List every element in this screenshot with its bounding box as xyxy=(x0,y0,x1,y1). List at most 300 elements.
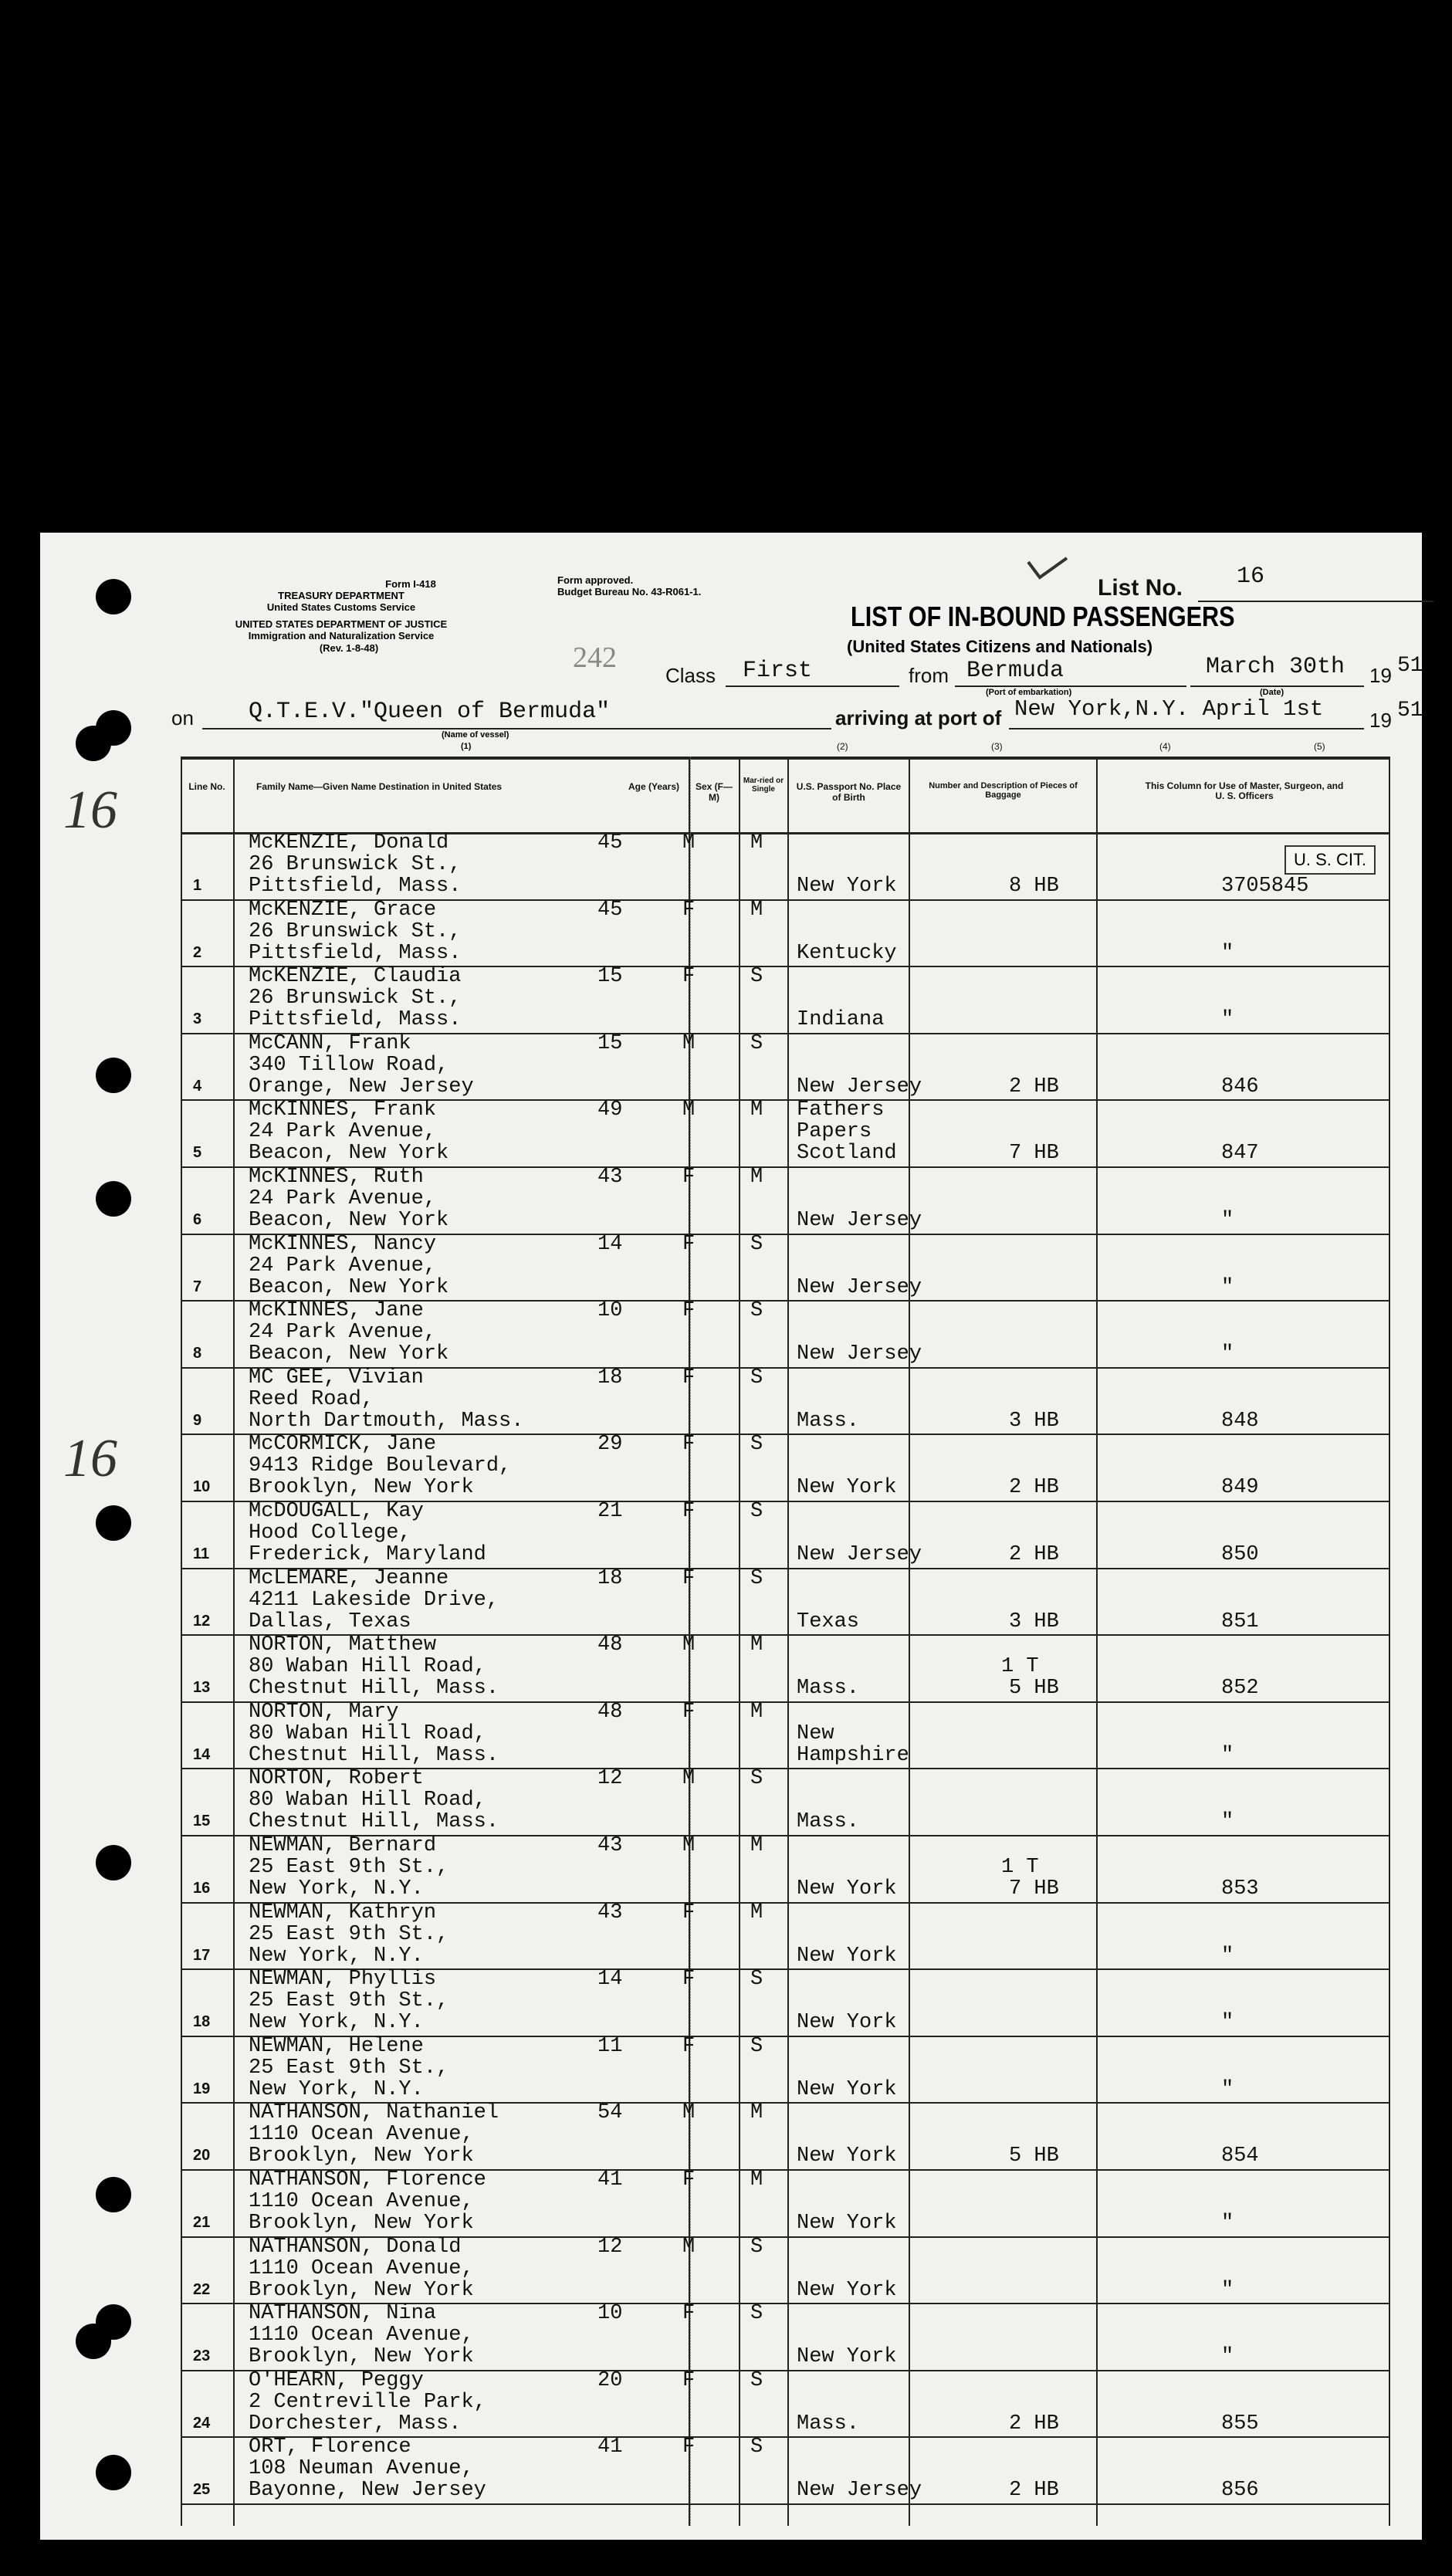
passenger-name: NEWMAN, Kathryn xyxy=(249,1901,437,1924)
marital-status: S xyxy=(750,965,763,989)
passenger-name: McKINNES, Nancy xyxy=(249,1232,437,1256)
sex-value: M xyxy=(682,2101,696,2125)
birthplace: New Jersey xyxy=(797,1209,922,1232)
marital-status: M xyxy=(750,1834,763,1857)
address-line-1: 9413 Ridge Boulevard, xyxy=(249,1454,512,1478)
age-value: 48 xyxy=(597,1700,623,1724)
baggage-line-1: 1 T xyxy=(1001,1856,1039,1879)
sex-value: F xyxy=(682,1433,696,1457)
table-row xyxy=(40,2036,1422,2102)
officer-note: 852 xyxy=(1221,1677,1259,1701)
passenger-name: NEWMAN, Phyllis xyxy=(249,1968,437,1992)
birthplace: New York xyxy=(797,1877,897,1901)
line-number: 3 xyxy=(193,1010,202,1028)
baggage: 5 HB xyxy=(1009,1677,1059,1701)
sex-value: M xyxy=(682,1633,696,1657)
line-number: 17 xyxy=(193,1946,211,1964)
age-value: 11 xyxy=(597,2034,623,2058)
age-value: 12 xyxy=(597,1767,623,1791)
birthplace: Kentucky xyxy=(797,941,897,965)
table-row xyxy=(40,1701,1422,1768)
passenger-name: McDOUGALL, Kay xyxy=(249,1500,424,1523)
table-row xyxy=(40,2236,1422,2303)
birthplace: Mass. xyxy=(797,2412,860,2436)
age-value: 45 xyxy=(597,831,623,855)
stamp-number: 242 xyxy=(573,641,617,674)
col-officers: This Column for Use of Master, Surgeon, and U. S. Officers xyxy=(1145,780,1344,801)
age-value: 20 xyxy=(597,2368,623,2392)
passenger-name: McKENZIE, Grace xyxy=(249,898,437,922)
colnum-5: (5) xyxy=(1314,741,1325,752)
punch-hole xyxy=(76,726,111,761)
officer-note: 850 xyxy=(1221,1543,1259,1566)
marital-status: S xyxy=(750,2368,763,2392)
margin-note: 16 xyxy=(63,1429,117,1488)
sex-value: M xyxy=(682,2235,696,2259)
birthplace: New Jersey xyxy=(797,1075,922,1098)
marital-status: S xyxy=(750,2034,763,2058)
birthplace: New Jersey xyxy=(797,2479,922,2503)
marital-status: S xyxy=(750,1232,763,1256)
address-line-2: Pittsfield, Mass. xyxy=(249,875,462,898)
baggage: 2 HB xyxy=(1009,1476,1059,1500)
line-number: 9 xyxy=(193,1411,202,1429)
age-value: 14 xyxy=(597,1232,623,1256)
year-prefix: 19 xyxy=(1369,664,1392,687)
officer-note: 3705845 xyxy=(1221,875,1309,898)
table-row xyxy=(40,1902,1422,1968)
address-line-1: 24 Park Avenue, xyxy=(249,1187,437,1210)
officer-note: " xyxy=(1221,2011,1234,2035)
birthplace-line-1: Fathers xyxy=(797,1098,885,1122)
address-line-1: 4211 Lakeside Drive, xyxy=(249,1588,499,1612)
age-value: 15 xyxy=(597,965,623,989)
passenger-name: McCORMICK, Jane xyxy=(249,1433,437,1457)
form-title: LIST OF IN-BOUND PASSENGERS xyxy=(851,601,1235,632)
baggage: 2 HB xyxy=(1009,1075,1059,1098)
table-row xyxy=(40,899,1422,966)
birthplace: New York xyxy=(797,2278,897,2302)
line-number: 7 xyxy=(193,1278,202,1295)
baggage: 7 HB xyxy=(1009,1877,1059,1901)
address-line-2: New York, N.Y. xyxy=(249,1877,424,1901)
line-number: 20 xyxy=(193,2147,211,2165)
margin-note: 16 xyxy=(63,780,117,840)
agency-justice: UNITED STATES DEPARTMENT OF JUSTICE xyxy=(235,618,448,630)
marital-status: M xyxy=(750,831,763,855)
table-row xyxy=(40,2169,1422,2236)
table-row xyxy=(40,1768,1422,1834)
officer-note: 851 xyxy=(1221,1610,1259,1633)
age-value: 43 xyxy=(597,1901,623,1924)
birthplace: Mass. xyxy=(797,1409,860,1433)
table-row xyxy=(40,1501,1422,1567)
address-line-1: 26 Brunswick St., xyxy=(249,919,462,943)
sex-value: F xyxy=(682,1901,696,1924)
sex-value: F xyxy=(682,2302,696,2326)
age-value: 10 xyxy=(597,2302,623,2326)
address-line-1: 25 East 9th St., xyxy=(249,1922,449,1946)
sex-value: F xyxy=(682,2368,696,2392)
table-row xyxy=(40,2436,1422,2503)
line-number: 15 xyxy=(193,1813,211,1830)
age-value: 18 xyxy=(597,1366,623,1390)
address-line-2: New York, N.Y. xyxy=(249,2077,424,2101)
address-line-1: 1110 Ocean Avenue, xyxy=(249,2123,474,2147)
address-line-1: 24 Park Avenue, xyxy=(249,1254,437,1278)
address-line-2: New York, N.Y. xyxy=(249,1944,424,1968)
marital-status: M xyxy=(750,2168,763,2192)
address-line-1: Hood College, xyxy=(249,1522,411,1545)
officer-note: 849 xyxy=(1221,1476,1259,1500)
sex-value: F xyxy=(682,2034,696,2058)
on-label: on xyxy=(171,706,194,729)
sex-value: M xyxy=(682,1031,696,1055)
address-line-2: North Dartmouth, Mass. xyxy=(249,1409,524,1433)
address-line-2: Chestnut Hill, Mass. xyxy=(249,1677,499,1701)
age-value: 12 xyxy=(597,2235,623,2259)
age-value: 21 xyxy=(597,1500,623,1523)
col-line-no: Line No. xyxy=(188,781,225,792)
age-value: 43 xyxy=(597,1166,623,1189)
line-number: 10 xyxy=(193,1478,211,1496)
officer-note: " xyxy=(1221,1743,1234,1767)
line-number: 18 xyxy=(193,2013,211,2031)
birthplace: Scotland xyxy=(797,1142,897,1166)
table-row xyxy=(40,1033,1422,1099)
age-value: 49 xyxy=(597,1098,623,1122)
address-line-1: 1110 Ocean Avenue, xyxy=(249,2256,474,2280)
marital-status: M xyxy=(750,1633,763,1657)
age-value: 43 xyxy=(597,1834,623,1857)
table-row xyxy=(40,2102,1422,2168)
officer-note: 854 xyxy=(1221,2144,1259,2168)
vessel-caption: (Name of vessel) xyxy=(442,730,509,740)
line-number: 2 xyxy=(193,943,202,961)
officer-note: " xyxy=(1221,1810,1234,1834)
sex-value: F xyxy=(682,1232,696,1256)
officer-note: " xyxy=(1221,2345,1234,2369)
sex-value: M xyxy=(682,1767,696,1791)
table-row xyxy=(40,1835,1422,1901)
passenger-name: MC GEE, Vivian xyxy=(249,1366,424,1390)
passenger-name: McKINNES, Frank xyxy=(249,1098,437,1122)
budget-bureau: Budget Bureau No. 43-R061-1. xyxy=(557,586,702,597)
arriving-label: arriving at port of xyxy=(835,706,1002,729)
address-line-1: 26 Brunswick St., xyxy=(249,987,462,1010)
marital-status: S xyxy=(750,1031,763,1055)
line-number: 23 xyxy=(193,2348,211,2365)
us-citizen-stamp: U. S. CIT. xyxy=(1284,845,1376,875)
birthplace-line-1: New xyxy=(797,1721,834,1745)
address-line-2: Brooklyn, New York xyxy=(249,2345,474,2369)
sex-value: F xyxy=(682,1366,696,1390)
table-row xyxy=(40,1234,1422,1300)
marital-status: M xyxy=(750,2101,763,2125)
line-number: 24 xyxy=(193,2414,211,2432)
marital-status: S xyxy=(750,1767,763,1791)
birthplace: New York xyxy=(797,1944,897,1968)
date-caption: (Date) xyxy=(1260,688,1284,697)
sex-value: F xyxy=(682,1566,696,1590)
document-page xyxy=(40,533,1422,2540)
line-number: 8 xyxy=(193,1345,202,1362)
line-number: 6 xyxy=(193,1211,202,1228)
address-line-1: Reed Road, xyxy=(249,1387,374,1411)
sex-value: M xyxy=(682,831,696,855)
sex-value: M xyxy=(682,1098,696,1122)
passenger-name: NORTON, Robert xyxy=(249,1767,424,1791)
birthplace: New Jersey xyxy=(797,1275,922,1299)
marital-status: S xyxy=(750,1299,763,1323)
passenger-name: NEWMAN, Helene xyxy=(249,2034,424,2058)
birthplace: Texas xyxy=(797,1610,860,1633)
baggage: 2 HB xyxy=(1009,2479,1059,2503)
birthplace: New Jersey xyxy=(797,1342,922,1366)
agency-treasury: TREASURY DEPARTMENT xyxy=(278,590,404,601)
address-line-1: 1110 Ocean Avenue, xyxy=(249,2190,474,2213)
sex-value: F xyxy=(682,2436,696,2459)
marital-status: M xyxy=(750,1700,763,1724)
passenger-name: NATHANSON, Nina xyxy=(249,2302,437,2326)
passenger-name: McKENZIE, Donald xyxy=(249,831,449,855)
marital-status: M xyxy=(750,898,763,922)
birthplace: New York xyxy=(797,2345,897,2369)
line-number: 16 xyxy=(193,1880,211,1897)
passenger-name: NATHANSON, Donald xyxy=(249,2235,462,2259)
marital-status: S xyxy=(750,2436,763,2459)
arrival-value: New York,N.Y. April 1st xyxy=(1014,696,1324,722)
baggage: 8 HB xyxy=(1009,875,1059,898)
age-value: 10 xyxy=(597,1299,623,1323)
sex-value: F xyxy=(682,2168,696,2192)
age-value: 29 xyxy=(597,1433,623,1457)
col-name: Family Name—Given Name Destination in United States xyxy=(256,781,503,792)
col-married: Mar-ried or Single xyxy=(743,777,784,794)
address-line-2: Pittsfield, Mass. xyxy=(249,1008,462,1032)
revision: (Rev. 1-8-48) xyxy=(319,642,379,654)
list-number: 16 xyxy=(1237,564,1265,590)
birthplace: New York xyxy=(797,2212,897,2235)
address-line-1: 1110 Ocean Avenue, xyxy=(249,2324,474,2348)
passenger-name: ORT, Florence xyxy=(249,2436,411,2459)
marital-status: S xyxy=(750,1500,763,1523)
passenger-name: NORTON, Mary xyxy=(249,1700,399,1724)
line-number: 22 xyxy=(193,2280,211,2298)
line-number: 1 xyxy=(193,877,202,894)
sex-value: F xyxy=(682,1299,696,1323)
passenger-name: McLEMARE, Jeanne xyxy=(249,1566,449,1590)
address-line-1: 2 Centreville Park, xyxy=(249,2390,486,2414)
officer-note: " xyxy=(1221,2278,1234,2302)
birthplace: Mass. xyxy=(797,1677,860,1701)
vessel-name: Q.T.E.V."Queen of Bermuda" xyxy=(249,699,611,725)
baggage: 3 HB xyxy=(1009,1610,1059,1633)
agency-immigration: Immigration and Naturalization Service xyxy=(248,630,435,641)
birthplace: New York xyxy=(797,2077,897,2101)
address-line-2: Orange, New Jersey xyxy=(249,1075,474,1098)
colnum-2: (2) xyxy=(837,741,848,752)
address-line-1: 25 East 9th St., xyxy=(249,1856,449,1879)
baggage: 3 HB xyxy=(1009,1409,1059,1433)
marital-status: S xyxy=(750,1968,763,1992)
officer-note: 856 xyxy=(1221,2479,1259,2503)
sex-value: F xyxy=(682,1166,696,1189)
officer-note: " xyxy=(1221,2077,1234,2101)
address-line-1: 24 Park Avenue, xyxy=(249,1120,437,1144)
table-row xyxy=(40,1634,1422,1701)
agency-customs: United States Customs Service xyxy=(266,601,416,613)
passenger-name: McKINNES, Ruth xyxy=(249,1166,424,1189)
table-row xyxy=(40,832,1422,899)
officer-note: 846 xyxy=(1221,1075,1259,1098)
form-subtitle: (United States Citizens and Nationals) xyxy=(847,637,1153,656)
birthplace: New York xyxy=(797,2144,897,2168)
age-value: 41 xyxy=(597,2168,623,2192)
address-line-2: Chestnut Hill, Mass. xyxy=(249,1810,499,1834)
address-line-1: 80 Waban Hill Road, xyxy=(249,1655,486,1679)
table-row xyxy=(40,1300,1422,1366)
baggage-line-1: 1 T xyxy=(1001,1655,1039,1679)
officer-note: 855 xyxy=(1221,2412,1259,2436)
age-value: 45 xyxy=(597,898,623,922)
marital-status: S xyxy=(750,1433,763,1457)
arrival-year-prefix: 19 xyxy=(1369,709,1392,732)
officer-note: 853 xyxy=(1221,1877,1259,1901)
marital-status: S xyxy=(750,1566,763,1590)
table-row xyxy=(40,2370,1422,2436)
address-line-2: Chestnut Hill, Mass. xyxy=(249,1743,499,1767)
table-row xyxy=(40,1367,1422,1434)
line-number: 14 xyxy=(193,1745,211,1763)
marital-status: M xyxy=(750,1901,763,1924)
line-number: 4 xyxy=(193,1077,202,1095)
colnum-4: (4) xyxy=(1159,741,1171,752)
birthplace: New York xyxy=(797,1476,897,1500)
address-line-1: 25 East 9th St., xyxy=(249,1989,449,2013)
address-line-2: Frederick, Maryland xyxy=(249,1543,486,1566)
age-value: 54 xyxy=(597,2101,623,2125)
address-line-2: New York, N.Y. xyxy=(249,2011,424,2035)
passenger-name: McCANN, Frank xyxy=(249,1031,411,1055)
address-line-1: 80 Waban Hill Road, xyxy=(249,1789,486,1813)
passenger-name: NORTON, Matthew xyxy=(249,1633,437,1657)
age-value: 18 xyxy=(597,1566,623,1590)
officer-note: " xyxy=(1221,2212,1234,2235)
sex-value: F xyxy=(682,1500,696,1523)
officer-note: " xyxy=(1221,1275,1234,1299)
officer-note: " xyxy=(1221,1944,1234,1968)
birthplace: Mass. xyxy=(797,1810,860,1834)
age-value: 41 xyxy=(597,2436,623,2459)
birthplace: New Jersey xyxy=(797,1543,922,1566)
form-approved: Form approved. xyxy=(557,574,634,586)
address-line-1: 26 Brunswick St., xyxy=(249,853,462,876)
punch-hole xyxy=(96,579,131,614)
table-row xyxy=(40,1968,1422,2035)
address-line-2: Bayonne, New Jersey xyxy=(249,2479,486,2503)
address-line-1: 25 East 9th St., xyxy=(249,2056,449,2080)
sex-value: M xyxy=(682,1834,696,1857)
birthplace: New York xyxy=(797,2011,897,2035)
line-number: 25 xyxy=(193,2481,211,2499)
check-mark-icon xyxy=(1024,554,1071,585)
table-row xyxy=(40,1568,1422,1634)
address-line-1: 80 Waban Hill Road, xyxy=(249,1721,486,1745)
passenger-name: NATHANSON, Florence xyxy=(249,2168,486,2192)
class-value: First xyxy=(743,658,813,684)
from-caption: (Port of embarkation) xyxy=(986,688,1072,697)
address-line-2: Beacon, New York xyxy=(249,1209,449,1232)
sex-value: F xyxy=(682,965,696,989)
address-line-2: Beacon, New York xyxy=(249,1342,449,1366)
address-line-2: Beacon, New York xyxy=(249,1142,449,1166)
table-row xyxy=(40,2303,1422,2369)
baggage: 2 HB xyxy=(1009,2412,1059,2436)
passenger-name: NEWMAN, Bernard xyxy=(249,1834,437,1857)
table-row xyxy=(40,1166,1422,1233)
address-line-2: Pittsfield, Mass. xyxy=(249,941,462,965)
address-line-1: 24 Park Avenue, xyxy=(249,1321,437,1345)
sex-value: F xyxy=(682,898,696,922)
officer-note: 848 xyxy=(1221,1409,1259,1433)
col-baggage: Number and Description of Pieces of Baggage xyxy=(929,781,1078,800)
officer-note: " xyxy=(1221,1342,1234,1366)
address-line-2: Dorchester, Mass. xyxy=(249,2412,462,2436)
marital-status: S xyxy=(750,1366,763,1390)
officer-note: 847 xyxy=(1221,1142,1259,1166)
marital-status: S xyxy=(750,2235,763,2259)
table-row xyxy=(40,1434,1422,1500)
age-value: 14 xyxy=(597,1968,623,1992)
baggage: 2 HB xyxy=(1009,1543,1059,1566)
marital-status: M xyxy=(750,1098,763,1122)
age-value: 48 xyxy=(597,1633,623,1657)
date-value: March 30th xyxy=(1206,654,1345,680)
marital-status: M xyxy=(750,1166,763,1189)
table-row xyxy=(40,1099,1422,1166)
sex-value: F xyxy=(682,1968,696,1992)
col-age: Age (Years) xyxy=(628,781,680,792)
form-number: Form I-418 xyxy=(385,578,436,590)
address-line-2: Beacon, New York xyxy=(249,1275,449,1299)
from-label: from xyxy=(909,664,949,687)
birthplace: Indiana xyxy=(797,1008,885,1032)
address-line-2: Dallas, Texas xyxy=(249,1610,411,1633)
address-line-2: Brooklyn, New York xyxy=(249,2212,474,2235)
vessel-colnum: (1) xyxy=(461,742,472,751)
line-number: 19 xyxy=(193,2080,211,2097)
passenger-name: NATHANSON, Nathaniel xyxy=(249,2101,499,2125)
baggage: 7 HB xyxy=(1009,1142,1059,1166)
address-line-2: Brooklyn, New York xyxy=(249,1476,474,1500)
line-number: 12 xyxy=(193,1612,211,1630)
year-value: 51 xyxy=(1397,654,1423,678)
birthplace: Hampshire xyxy=(797,1743,909,1767)
officer-note: " xyxy=(1221,1209,1234,1232)
col-passport: U.S. Passport No. Place of Birth xyxy=(796,781,902,803)
sex-value: F xyxy=(682,1700,696,1724)
line-number: 11 xyxy=(193,1545,210,1562)
birthplace: New York xyxy=(797,875,897,898)
passenger-name: O'HEARN, Peggy xyxy=(249,2368,424,2392)
list-no-label: List No. xyxy=(1098,575,1183,601)
arrival-year: 51 xyxy=(1397,699,1423,723)
col-sex: Sex (F—M) xyxy=(695,781,733,803)
passenger-name: McKENZIE, Claudia xyxy=(249,965,462,989)
marital-status: S xyxy=(750,2302,763,2326)
age-value: 15 xyxy=(597,1031,623,1055)
